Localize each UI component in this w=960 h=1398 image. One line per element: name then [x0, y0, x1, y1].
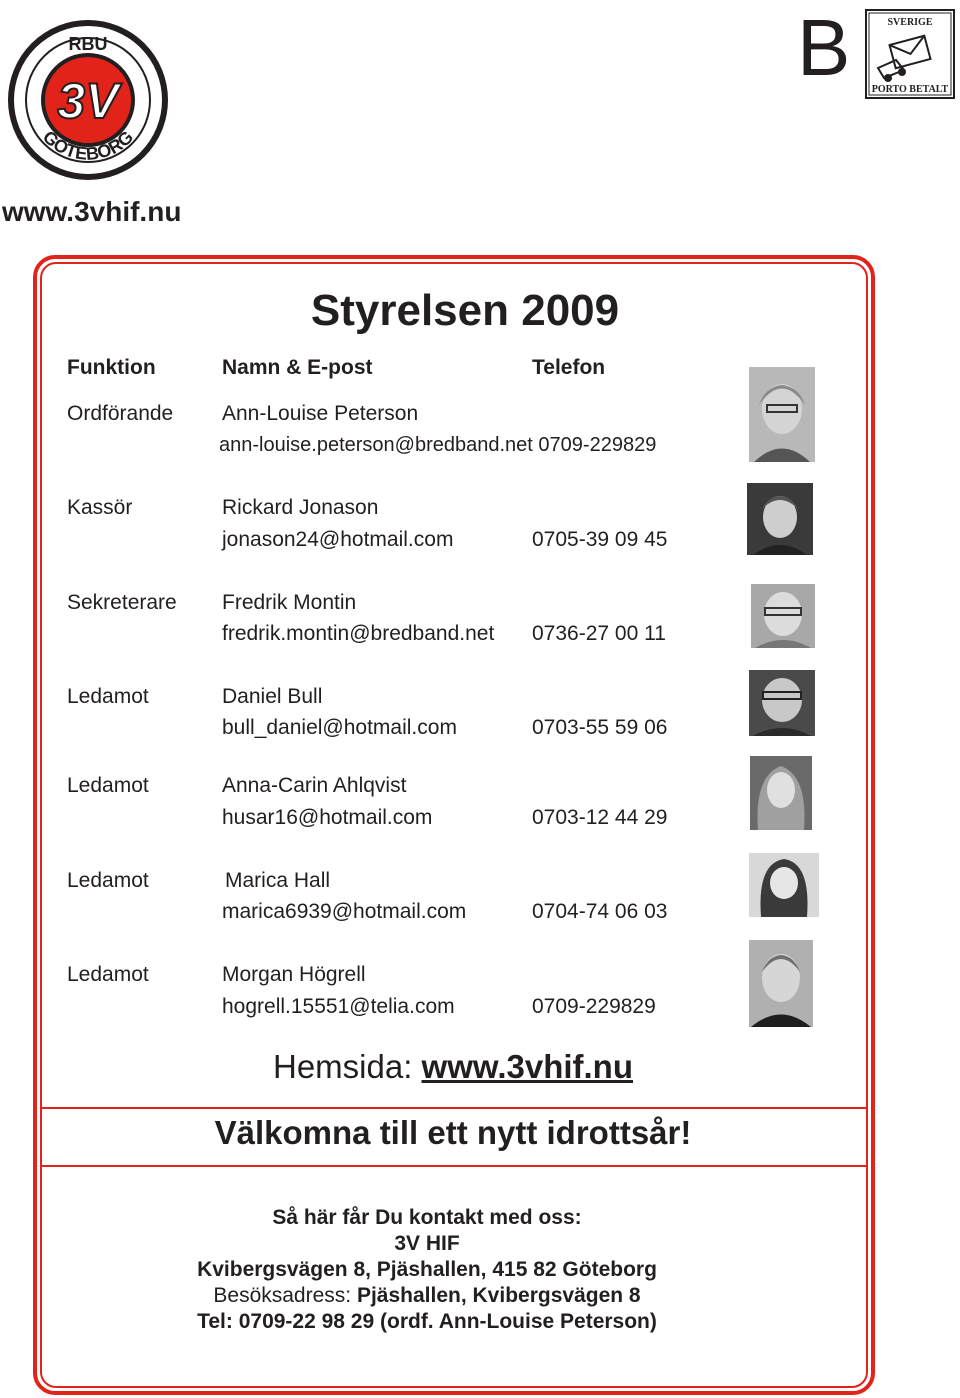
member-name: Fredrik Montin [222, 591, 357, 614]
website-link-top[interactable]: www.3vhif.nu [2, 196, 182, 227]
member-name: Marica Hall [225, 869, 331, 892]
contact-org: 3V HIF [394, 1232, 460, 1255]
contact-address: Kvibergsvägen 8, Pjäshallen, 415 82 Göteborg [197, 1258, 657, 1281]
member-phone: 0736-27 00 11 [532, 622, 666, 645]
postage-stamp [864, 8, 956, 100]
member-photo [750, 756, 812, 830]
homepage-label: Hemsida: [272, 1048, 413, 1085]
column-header-phone: Telefon [532, 356, 606, 379]
member-photo [749, 367, 815, 462]
member-role: Ordförande [67, 402, 174, 425]
member-name: Ann-Louise Peterson [222, 402, 419, 425]
stamp-text-bottom: PORTO BETALT [871, 84, 949, 95]
member-role: Ledamot [67, 869, 149, 892]
member-photo [747, 483, 813, 555]
letter-b: B [797, 3, 851, 92]
member-role: Ledamot [67, 685, 149, 708]
member-photo [749, 670, 815, 736]
member-name: Rickard Jonason [222, 496, 379, 519]
member-name: Anna-Carin Ahlqvist [222, 774, 407, 797]
member-phone: 0705-39 09 45 [532, 528, 668, 551]
contact-visit-address [0, 1284, 854, 1308]
logo-text-top: RBU [68, 34, 108, 54]
member-phone: 0703-55 59 06 [532, 716, 668, 739]
member-role: Kassör [67, 496, 133, 519]
member-email[interactable]: hogrell.15551@telia.com [222, 995, 455, 1018]
member-role: Ledamot [67, 963, 149, 986]
club-logo [8, 20, 168, 180]
contact-heading: Så här får Du kontakt med oss: [272, 1206, 582, 1229]
member-photo [751, 584, 815, 648]
column-header-name-email: Namn & E-post [222, 356, 373, 379]
member-phone: 0709-229829 [532, 995, 656, 1018]
divider-bottom [40, 1165, 868, 1167]
page-title: Styrelsen 2009 [310, 286, 620, 335]
homepage-line [0, 1048, 906, 1086]
stamp-text-top: SVERIGE [887, 17, 933, 28]
member-photo [749, 853, 819, 917]
visit-value: Pjäshallen, Kvibergsvägen 8 [356, 1284, 641, 1307]
divider-top [40, 1107, 868, 1109]
logo-text-center: 3V [57, 73, 119, 129]
welcome-message: Välkomna till ett nytt idrottsår! [214, 1114, 692, 1151]
member-phone: 0709-229829 [538, 434, 657, 456]
member-email[interactable]: ann-louise.peterson@bredband.net 0709-229829 [219, 434, 657, 456]
member-name: Daniel Bull [222, 685, 323, 708]
member-name: Morgan Högrell [222, 963, 366, 986]
member-email[interactable]: fredrik.montin@bredband.net [222, 622, 495, 645]
member-phone: 0704-74 06 03 [532, 900, 668, 923]
column-header-function: Funktion [67, 356, 156, 379]
contact-phone: Tel: 0709-22 98 29 (ordf. Ann-Louise Peterson) [197, 1310, 657, 1333]
member-phone: 0703-12 44 29 [532, 806, 668, 829]
member-role: Ledamot [67, 774, 149, 797]
member-email[interactable]: jonason24@hotmail.com [222, 528, 454, 551]
member-email[interactable]: bull_daniel@hotmail.com [222, 716, 457, 739]
member-email[interactable]: marica6939@hotmail.com [222, 900, 467, 923]
member-email[interactable]: husar16@hotmail.com [222, 806, 433, 829]
homepage-link[interactable]: www.3vhif.nu [421, 1048, 634, 1085]
visit-label: Besöksadress: [213, 1284, 352, 1307]
member-role: Sekreterare [67, 591, 177, 614]
logo-text-bottom: GÖTEBORG [38, 126, 138, 164]
member-photo [749, 940, 813, 1027]
